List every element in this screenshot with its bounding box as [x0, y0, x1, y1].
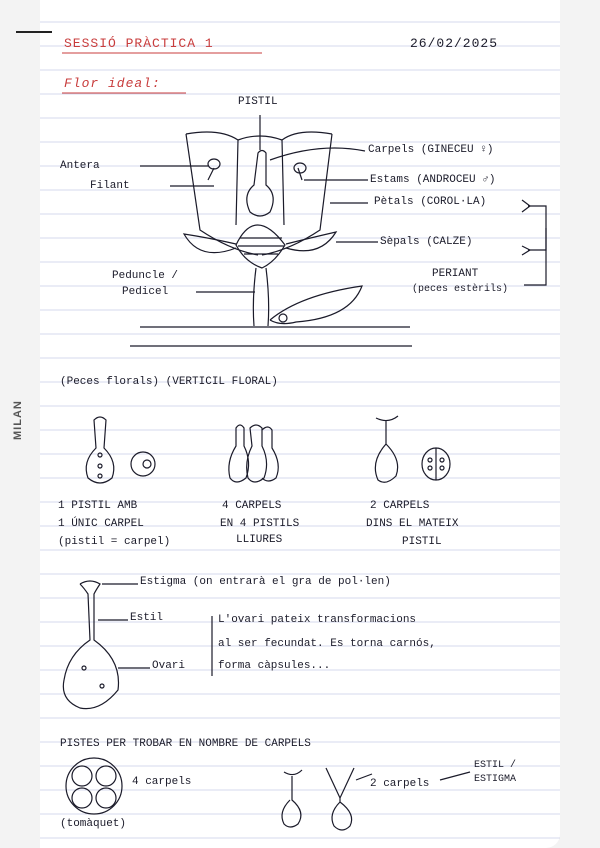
col3-line1: 2 CARPELS [370, 500, 430, 512]
label-pedicel: Pedicel [122, 286, 169, 298]
label-antera: Antera [60, 160, 100, 172]
col1-line3: (pistil = carpel) [58, 536, 171, 548]
page-title: SESSIÓ PRÀCTICA 1 [64, 36, 214, 51]
col2-line2: EN 4 PISTILS [220, 518, 300, 530]
col1-line1: 1 PISTIL AMB [58, 500, 138, 512]
flower-section-title: Flor ideal: [64, 76, 161, 91]
label-filant: Filant [90, 180, 130, 192]
col1-line2: 1 ÚNIC CARPEL [58, 518, 144, 530]
label-estil: Estil [130, 612, 164, 624]
label-estams: Estams (ANDROCEU ♂) [370, 174, 496, 186]
label-peduncle: Peduncle / [112, 270, 179, 282]
label-estil-estigma-1: ESTIL / [474, 760, 517, 771]
label-carpels: Carpels (GINECEU ♀) [368, 144, 494, 156]
col2-line1: 4 CARPELS [222, 500, 282, 512]
label-pistil: PISTIL [238, 96, 278, 108]
col3-line3: PISTIL [402, 536, 442, 548]
label-petals: Pètals (COROL·LA) [374, 196, 487, 208]
label-tomato: (tomàquet) [60, 818, 127, 830]
ovary-note-1: L'ovari pateix transformacions [218, 614, 417, 626]
col3-line2: DINS EL MATEIX [366, 518, 459, 530]
label-four-carpels: 4 carpels [132, 776, 192, 788]
label-sepals: Sèpals (CALZE) [380, 236, 473, 248]
page-date: 26/02/2025 [410, 36, 499, 51]
col2-line3: LLIURES [236, 534, 283, 546]
brand-label: MILAN [12, 400, 24, 440]
carpels-heading: PISTES PER TROBAR EN NOMBRE DE CARPELS [60, 738, 311, 750]
label-estigma: Estigma (on entrarà el gra de pol·len) [140, 576, 391, 588]
label-estil-estigma-2: ESTIGMA [474, 774, 517, 785]
ovary-note-2: al ser fecundat. Es torna carnós, [218, 638, 436, 650]
pieces-heading: (Peces florals) (VERTICIL FLORAL) [60, 376, 278, 388]
label-two-carpels: 2 carpels [370, 778, 430, 790]
ovary-note-3: forma càpsules... [218, 660, 331, 672]
label-periant-note: (peces estèrils) [412, 284, 509, 295]
label-ovari: Ovari [152, 660, 186, 672]
label-periant: PERIANT [432, 268, 479, 280]
